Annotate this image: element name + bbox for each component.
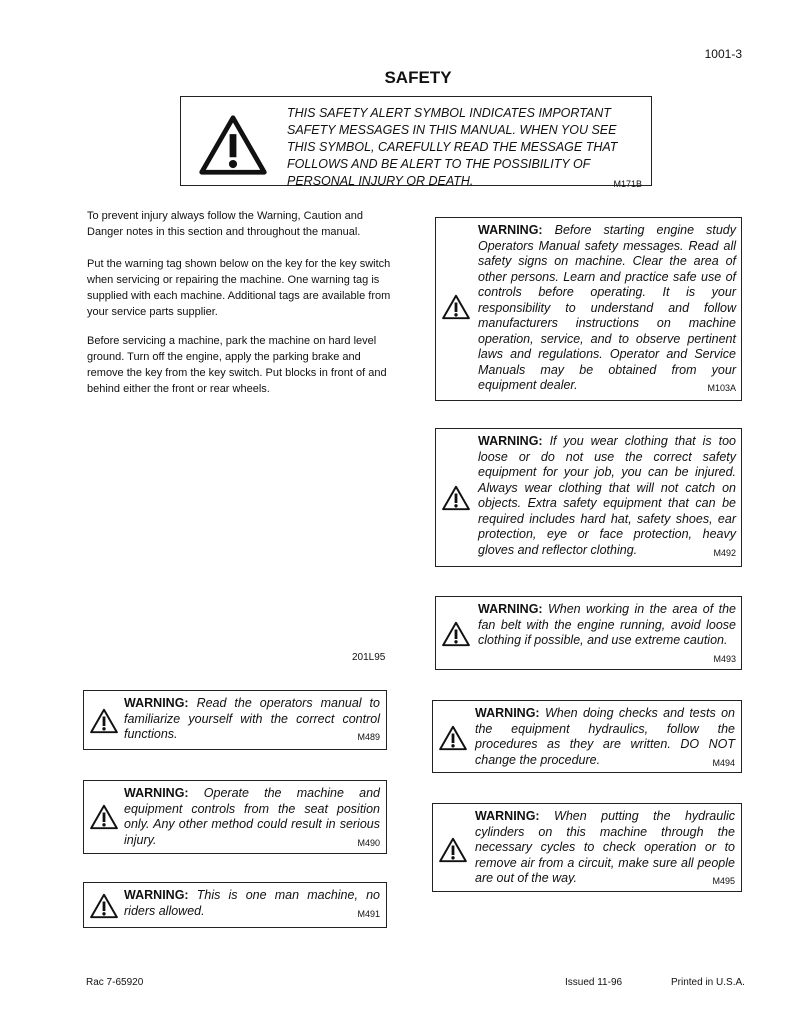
warning-code: M489 [357,732,380,742]
footer-printed: Printed in U.S.A. [671,977,745,988]
warning-label: WARNING: [124,786,189,800]
warning-box-m491 [83,882,387,928]
warning-icon [90,804,118,830]
warning-code: M492 [713,547,736,558]
warning-label: WARNING: [124,888,189,902]
page-number: 1001-3 [704,47,742,61]
warning-text [124,786,380,851]
safety-alert-icon [199,115,267,175]
warning-icon [90,893,118,919]
safety-alert-text [287,105,642,193]
warning-code: M494 [712,757,735,768]
intro-paragraph-1: To prevent injury always follow the Warning, Caution and Danger notes in this section and throughout the manual. [87,210,363,238]
warning-label: WARNING: [478,434,543,448]
warning-box-m494 [432,700,742,773]
warning-text [475,706,735,771]
warning-text [475,809,735,890]
warning-icon [90,708,118,734]
warning-label: WARNING: [475,706,540,720]
warning-box-m490 [83,780,387,854]
figure-code: 201L95 [352,652,386,663]
warning-text [124,888,380,922]
footer-doc-number: Rac 7-65920 [86,977,144,988]
warning-message: If you wear clothing that is too loose or do not use the correct safety equipment for your job, you can be injured. Always wear clothing that will not catch on objects. Extra safety equipment that can be required includes hard hat, safety shoes, ear protection, eye or face protection, heavy gloves and reflector clothing. [478,434,736,557]
page-title: SAFETY [384,68,452,87]
warning-label: WARNING: [124,696,189,710]
safety-alert-message: THIS SAFETY ALERT SYMBOL INDICATES IMPORTANT SAFETY MESSAGES IN THIS MANUAL. WHEN YOU SEE THIS SYMBOL, CAREFULLY READ THE MESSAGE THAT FOLLOWS AND BE ALERT TO THE POSSIBILITY OF PERSONAL INJURY OR DEATH. [287,106,618,188]
warning-message: Read the operators manual to familiarize yourself with the correct control functions. [124,696,380,741]
safety-alert-code: M171B [613,179,642,189]
warning-message: Operate the machine and equipment controls from the seat position only. Any other method could result in serious injury. [124,786,380,847]
warning-text [478,223,736,397]
warning-text [478,434,736,561]
warning-code: M495 [712,876,735,886]
warning-icon [442,485,470,511]
warning-label: WARNING: [478,602,543,616]
warning-code: M103A [707,383,736,393]
warning-code: M493 [713,653,736,664]
warning-icon [442,621,470,647]
warning-box-m103a [435,217,742,401]
warning-box-m495 [432,803,742,892]
warning-code: M490 [357,837,380,848]
warning-message: When putting the hydraulic cylinders on this machine through the necessary cycles to check operation or to remove air from a circuit, make sure all people are out of the way. [475,809,735,885]
warning-message: This is one man machine, no riders allowed. [124,888,380,918]
warning-text [478,602,736,667]
safety-alert-box [180,96,652,189]
footer-issued: Issued 11-96 [565,977,623,988]
warning-code: M491 [357,908,380,919]
warning-label: WARNING: [478,223,543,237]
warning-text [124,696,380,746]
warning-message: When doing checks and tests on the equipment hydraulics, follow the procedures as they are written. DO NOT change the procedure. [475,706,735,767]
warning-label: WARNING: [475,809,540,823]
warning-icon [442,294,470,320]
intro-paragraph-3: Before servicing a machine, park the machine on hard level ground. Turn off the engine, apply the parking brake and remove the key from the key switch. Put blocks in front of and behind either the front or rear wheels. [87,335,387,395]
intro-paragraph-2: Put the warning tag shown below on the key for the key switch when servicing or repairing the machine. One warning tag is supplied with each machine. Additional tags are available from your service parts supplier. [87,258,391,318]
warning-message: When working in the area of the fan belt with the engine running, avoid loose clothing if possible, and use extreme caution. [478,602,736,647]
warning-icon [439,725,467,751]
warning-message: Before starting engine study Operators Manual safety messages. Read all safety signs on machine. Clear the area of other persons. Learn and practice safe use of controls before operating. It is your responsibility to understand and follow manufacturers instructions on machine operation, service, and to observe pertinent laws and regulations. Operator and Service Manuals may be obtained from your equipment dealer. [478,223,736,392]
warning-box-m489 [83,690,387,750]
warning-box-m493 [435,596,742,670]
warning-icon [439,837,467,863]
warning-box-m492 [435,428,742,567]
